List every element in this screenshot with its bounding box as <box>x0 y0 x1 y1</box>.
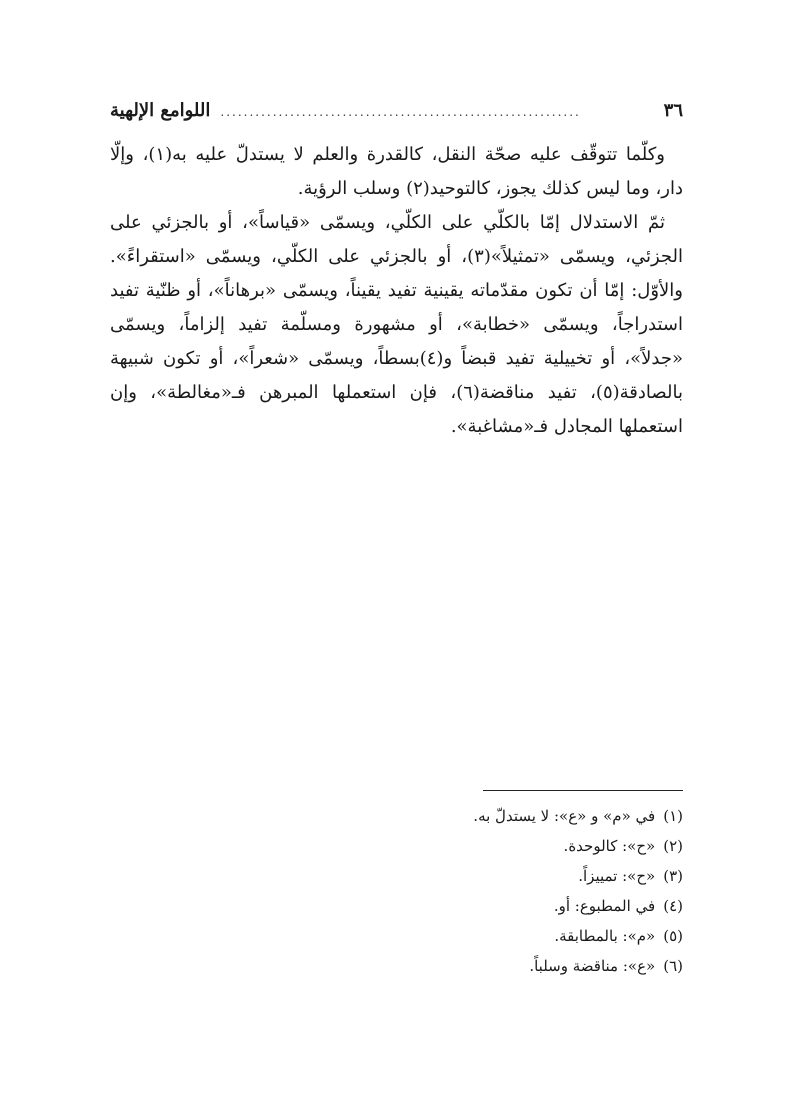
footnote <box>110 801 683 831</box>
paragraph: ثمّ الاستدلال إمّا بالكلّي على الكلّي، ويسمّى «قياساً»، أو بالجزئي على الجزئي، ويسمّى «تمثيلاً»(٣)، أو بالجزئي على الكلّي، ويسمّى «استقراءً». والأوّل: إمّا أن تكون مقدّماته يقينية تفيد يقيناً، ويسمّى «برهاناً»، أو ظنّية تفيد استدراجاً، ويسمّى «خطابة»، أو مشهورة ومسلّمة تفيد إلزاماً، ويسمّى «جدلاً»، أو تخييلية تفيد قبضاً و(٤)بسطاً، ويسمّى «شعراً»، أو تكون شبيهة بالصادقة(٥)، تفيد مناقضة(٦)، فإن استعملها المبرهن فـ«مغالطة»، وإن استعملها المجادل فـ«مشاغبة». <box>110 212 683 437</box>
page-number: ٣٦ <box>663 100 683 121</box>
footnote-text: «ح»: تمييزاً. <box>578 867 656 885</box>
footnote-number: (٦) <box>663 957 683 975</box>
running-header <box>110 100 683 134</box>
footnote-text: في «م» و «ع»: لا يستدلّ به. <box>473 807 656 825</box>
running-title: اللوامع الإلهية <box>110 100 211 121</box>
header-leader-dots: .............................................................. <box>220 105 581 119</box>
footnote-text: «م»: بالمطابقة. <box>554 927 656 945</box>
footnotes-section <box>110 790 683 981</box>
main-text <box>110 138 683 444</box>
footnote <box>110 921 683 951</box>
footnote-text: في المطبوع: أو. <box>553 897 656 915</box>
footnote-number: (٢) <box>663 837 683 855</box>
footnote <box>110 831 683 861</box>
footnote-number: (٤) <box>663 897 683 915</box>
footnote <box>110 891 683 921</box>
footnote-number: (١) <box>663 807 683 825</box>
paragraph: وكلّما تتوقّف عليه صحّة النقل، كالقدرة والعلم لا يستدلّ عليه به(١)، وإلّا دار، وما ليس كذلك يجوز، كالتوحيد(٢) وسلب الرؤية. <box>110 144 683 199</box>
footnote-number: (٣) <box>663 867 683 885</box>
page-content <box>110 100 683 444</box>
footnote-number: (٥) <box>663 927 683 945</box>
footnote <box>110 861 683 891</box>
footnote-text: «ع»: مناقضة وسلباً. <box>529 957 656 975</box>
footnote <box>110 951 683 981</box>
footnote-divider <box>483 790 683 791</box>
footnote-text: «ح»: كالوحدة. <box>563 837 656 855</box>
